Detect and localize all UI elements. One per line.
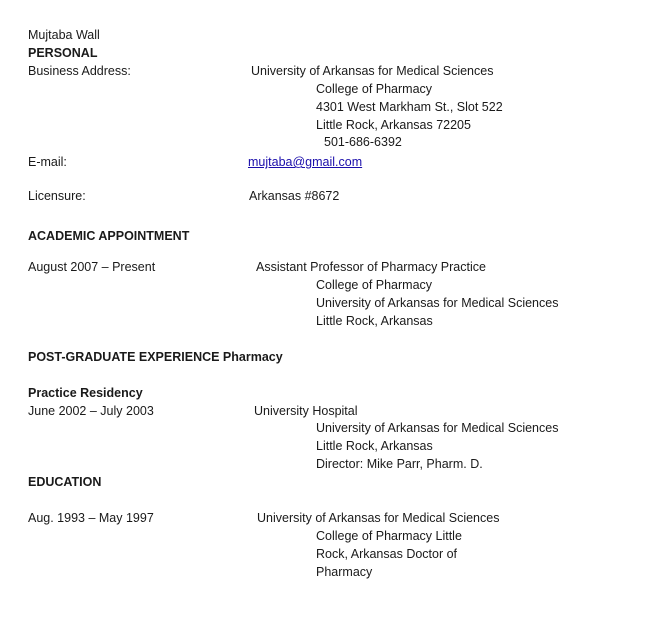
address-line: College of Pharmacy [316,82,433,96]
academic-line: College of Pharmacy [316,278,433,292]
phone-number: 501-686-6392 [324,135,402,149]
postgrad-date: June 2002 – July 2003 [28,404,154,418]
academic-line: Little Rock, Arkansas [316,314,433,328]
education-line: University of Arkansas for Medical Sciences [257,511,500,525]
address-label: Business Address: [28,64,131,78]
licensure-label: Licensure: [28,189,86,203]
postgrad-line: Little Rock, Arkansas [316,439,433,453]
academic-line: University of Arkansas for Medical Sciences [316,296,559,310]
education-date: Aug. 1993 – May 1997 [28,511,154,525]
address-line: University of Arkansas for Medical Sciences [251,64,494,78]
name: Mujtaba Wall [28,28,100,42]
education-heading: EDUCATION [28,475,102,489]
personal-heading: PERSONAL [28,46,98,60]
postgrad-line: Director: Mike Parr, Pharm. D. [316,457,483,471]
postgrad-heading: POST-GRADUATE EXPERIENCE Pharmacy [28,350,283,364]
postgrad-line: University of Arkansas for Medical Sciences [316,421,559,435]
email-link[interactable]: mujtaba@gmail.com [248,155,363,169]
address-line: Little Rock, Arkansas 72205 [316,118,471,132]
education-line: College of Pharmacy Little [316,529,462,543]
address-line: 4301 West Markham St., Slot 522 [316,100,503,114]
academic-heading: ACADEMIC APPOINTMENT [28,229,190,243]
academic-line: Assistant Professor of Pharmacy Practice [256,260,486,274]
education-line: Pharmacy [316,565,373,579]
licensure-value: Arkansas #8672 [249,189,340,203]
postgrad-line: University Hospital [254,404,358,418]
academic-date: August 2007 – Present [28,260,156,274]
postgrad-subheading: Practice Residency [28,386,143,400]
education-line: Rock, Arkansas Doctor of [316,547,458,561]
email-label: E-mail: [28,155,67,169]
